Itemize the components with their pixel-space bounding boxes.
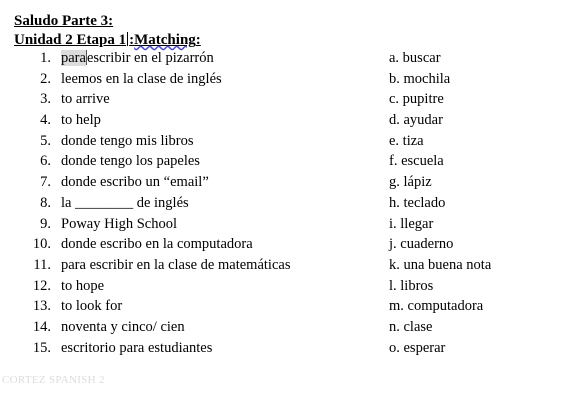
item-number: 13. bbox=[32, 298, 51, 315]
match-option: m. computadora bbox=[389, 298, 484, 315]
item-text[interactable]: donde escribo un “email” bbox=[61, 174, 209, 191]
item-number: 2. bbox=[40, 70, 51, 87]
item-text[interactable]: leemos en la clase de inglés bbox=[61, 70, 222, 87]
list-item bbox=[0, 255, 564, 276]
match-option: n. clase bbox=[389, 318, 433, 335]
text-caret bbox=[127, 32, 128, 46]
list-item bbox=[0, 296, 564, 317]
list-item bbox=[0, 131, 564, 152]
item-number: 12. bbox=[32, 277, 51, 294]
watermark: CORTEZ SPANISH 2 bbox=[2, 374, 105, 386]
list-item bbox=[0, 172, 564, 193]
match-option: i. llegar bbox=[389, 215, 434, 232]
match-option: o. esperar bbox=[389, 339, 446, 356]
match-option: k. una buena nota bbox=[389, 256, 492, 273]
item-text[interactable]: noventa y cinco/ cien bbox=[61, 318, 185, 335]
match-option: b. mochila bbox=[389, 70, 451, 87]
item-text[interactable]: to look for bbox=[61, 298, 123, 315]
match-option: l. libros bbox=[389, 277, 434, 294]
item-number: 9. bbox=[40, 215, 51, 232]
subtitle-colon: : bbox=[129, 32, 135, 48]
item-text[interactable]: para escribir en la clase de matemáticas bbox=[61, 256, 291, 273]
item-text[interactable]: la ________ de inglés bbox=[61, 194, 189, 211]
item-text[interactable]: Poway High School bbox=[61, 215, 177, 232]
match-option: c. pupitre bbox=[389, 91, 444, 108]
selected-text[interactable]: para bbox=[61, 50, 86, 66]
list-item bbox=[0, 69, 564, 90]
subtitle-end-colon: : bbox=[195, 32, 201, 48]
list-item bbox=[0, 338, 564, 359]
item-number: 1. bbox=[40, 50, 51, 66]
item-number: 4. bbox=[40, 112, 51, 129]
item-number: 14. bbox=[32, 318, 51, 335]
item-text[interactable]: donde escribo en la computadora bbox=[61, 236, 253, 253]
item-text[interactable]: to help bbox=[61, 112, 101, 129]
match-option: d. ayudar bbox=[389, 112, 443, 129]
item-text-rest[interactable]: escribir en el pizarrón bbox=[86, 50, 214, 66]
item-text[interactable]: escritorio para estudiantes bbox=[61, 339, 213, 356]
item-number: 10. bbox=[32, 236, 51, 253]
match-option: g. lápiz bbox=[389, 174, 432, 191]
matching-list bbox=[0, 48, 564, 358]
item-number: 11. bbox=[33, 256, 51, 273]
item-number: 15. bbox=[32, 339, 51, 356]
subtitle-matching: Matching bbox=[134, 32, 196, 48]
match-option: a. buscar bbox=[389, 50, 441, 66]
match-option: e. tiza bbox=[389, 132, 424, 149]
list-item bbox=[0, 193, 564, 214]
item-number: 6. bbox=[40, 153, 51, 170]
list-item bbox=[0, 89, 564, 110]
match-option: h. teclado bbox=[389, 194, 446, 211]
list-item bbox=[0, 317, 564, 338]
item-number: 8. bbox=[40, 194, 51, 211]
item-number: 7. bbox=[40, 174, 51, 191]
item-text[interactable] bbox=[61, 48, 214, 69]
subtitle-unit: Unidad 2 Etapa 1 bbox=[14, 32, 127, 48]
item-number: 3. bbox=[40, 91, 51, 108]
section-subtitle bbox=[14, 32, 201, 49]
match-option: j. cuaderno bbox=[389, 236, 454, 253]
item-text[interactable]: to hope bbox=[61, 277, 105, 294]
list-item bbox=[0, 48, 564, 69]
item-number: 5. bbox=[40, 132, 51, 149]
list-item bbox=[0, 214, 564, 235]
item-text[interactable]: donde tengo mis libros bbox=[61, 132, 194, 149]
item-text[interactable]: donde tengo los papeles bbox=[61, 153, 200, 170]
list-item bbox=[0, 151, 564, 172]
list-item bbox=[0, 110, 564, 131]
page-title: Saludo Parte 3: bbox=[14, 13, 114, 29]
item-text[interactable]: to arrive bbox=[61, 91, 110, 108]
list-item bbox=[0, 276, 564, 297]
match-option: f. escuela bbox=[389, 153, 444, 170]
list-item bbox=[0, 234, 564, 255]
